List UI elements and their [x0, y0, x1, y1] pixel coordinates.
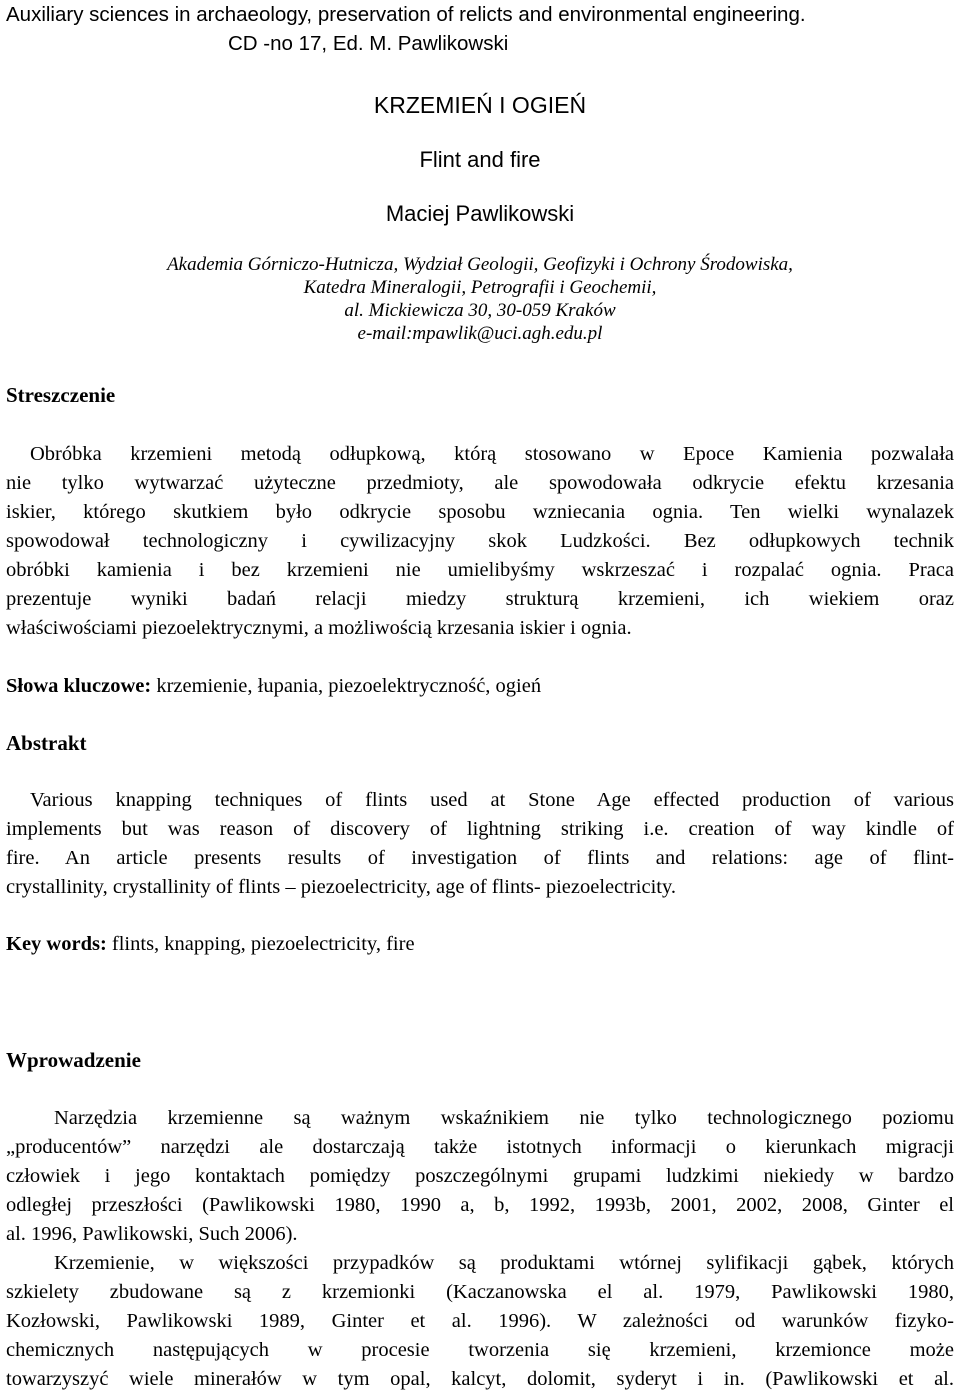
affiliation-line: Akademia Górniczo-Hutnicza, Wydział Geologii, Geofizyki i Ochrony Środowiska, [167, 254, 793, 275]
text-line: iskier, którego skutkiem było odkrycie sposobu wzniecania ognia. Ten wielki wynalazek [6, 501, 954, 523]
text-line: właściwościami piezoelektrycznymi, a możliwością krzesania iskier i ognia. [6, 617, 632, 639]
author-name: Maciej Pawlikowski [385, 201, 575, 226]
wprowadzenie-paragraph-2 [6, 1249, 954, 1394]
affiliation-line: Katedra Mineralogii, Petrografii i Geochemii, [303, 277, 657, 298]
affiliation-line: al. Mickiewicza 30, 30-059 Kraków [344, 300, 616, 321]
text-line: al. 1996, Pawlikowski, Such 2006). [6, 1223, 298, 1245]
header-line-2: CD -no 17, Ed. M. Pawlikowski [228, 32, 509, 55]
text-line: prezentuje wyniki badań relacji miedzy strukturą krzemieni, ich wiekiem oraz [6, 588, 954, 610]
running-header [6, 0, 954, 58]
key-words-text: flints, knapping, piezoelectricity, fire [106, 933, 415, 955]
header-line-1: Auxiliary sciences in archaeology, preservation of relicts and environmental engineering. [6, 3, 806, 26]
paper-title: KRZEMIEŃ I OGIEŃ [373, 92, 587, 118]
key-words-label: Key words: [6, 933, 107, 955]
slowa-kluczowe [6, 672, 954, 701]
key-words [6, 930, 954, 959]
text-line: Various knapping techniques of flints used at Stone Age effected production of various [30, 789, 954, 811]
text-line: „producentów” narzędzi ale dostarczają także istotnych informacji o kierunkach migracji [6, 1136, 954, 1158]
text-line: nie tylko wytwarzać użyteczne przedmioty, ale spowodowała odkrycie efektu krzesania [6, 472, 954, 494]
text-line: odległej przeszłości (Pawlikowski 1980, 1990 a, b, 1992, 1993b, 2001, 2002, 2008, Ginter el [6, 1194, 954, 1216]
streszczenie-paragraph [6, 440, 954, 643]
paper-subtitle: Flint and fire [419, 147, 541, 172]
wprowadzenie-paragraph-1 [6, 1104, 954, 1249]
wprowadzenie-heading: Wprowadzenie [6, 1048, 141, 1072]
text-line: crystallinity, crystallinity of flints – piezoelectricity, age of flints- piezoelectricity. [6, 876, 677, 898]
text-line: fire. An article presents results of investigation of flints and relations: age of flint- [6, 847, 954, 869]
text-line: Krzemienie, w większości przypadków są produktami wtórnej sylifikacji gąbek, których [54, 1252, 954, 1274]
text-line: spowodował technologiczny i cywilizacyjny skok Ludzkości. Bez odłupkowych technik [6, 530, 954, 552]
text-line: obróbki kamienia i bez krzemieni nie umielibyśmy wskrzeszać i rozpalać ognia. Praca [6, 559, 954, 581]
text-line: człowiek i jego kontaktach pomiędzy poszczególnymi grupami ludzkimi niekiedy w bardzo [6, 1165, 954, 1187]
abstrakt-heading: Abstrakt [6, 731, 87, 755]
text-line: chemicznych następujących w procesie tworzenia się krzemieni, krzemionce może [6, 1339, 954, 1361]
text-line: szkielety zbudowane są z krzemionki (Kaczanowska el al. 1979, Pawlikowski 1980, [6, 1281, 954, 1303]
text-line: towarzyszyć wiele minerałów w tym opal, kalcyt, dolomit, syderyt i in. (Pawlikowski et al. [6, 1368, 954, 1390]
text-line: Kozłowski, Pawlikowski 1989, Ginter et al. 1996). W zależności od warunków fizyko- [6, 1310, 954, 1332]
text-line: Obróbka krzemieni metodą odłupkową, którą stosowano w Epoce Kamienia pozwalała [30, 443, 954, 465]
slowa-kluczowe-text: krzemienie, łupania, piezoelektryczność, ogień [151, 675, 542, 697]
text-line: implements but was reason of discovery of lightning striking i.e. creation of way kindle of [6, 818, 954, 840]
abstrakt-paragraph [6, 786, 954, 902]
affiliation [0, 253, 960, 345]
slowa-kluczowe-label: Słowa kluczowe: [6, 675, 152, 697]
text-line: Narzędzia krzemienne są ważnym wskaźnikiem nie tylko technologicznego poziomu [54, 1107, 954, 1129]
email-line: e-mail:mpawlik@uci.agh.edu.pl [357, 323, 603, 344]
streszczenie-heading: Streszczenie [6, 383, 116, 407]
